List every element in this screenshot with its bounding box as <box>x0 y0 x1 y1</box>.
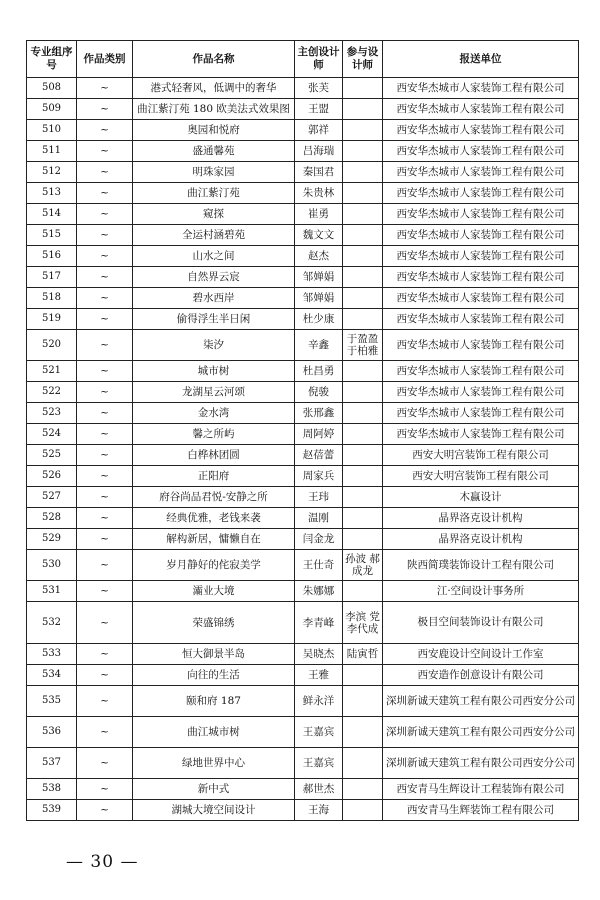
cell-lead-designer: 邹婵娟 <box>295 288 343 309</box>
cell-lead-designer: 王盟 <box>295 99 343 120</box>
cell-category: ~ <box>77 508 133 529</box>
cell-work-name: 白桦林团圆 <box>133 445 295 466</box>
cell-assisting-designer <box>343 382 383 403</box>
cell-submitting-unit: 西安华杰城市人家装饰工程有限公司 <box>383 183 579 204</box>
cell-work-name: 新中式 <box>133 779 295 800</box>
cell-serial-number: 508 <box>27 78 77 99</box>
cell-assisting-designer <box>343 686 383 717</box>
cell-serial-number: 512 <box>27 162 77 183</box>
cell-submitting-unit: 西安华杰城市人家装饰工程有限公司 <box>383 78 579 99</box>
cell-serial-number: 509 <box>27 99 77 120</box>
cell-lead-designer: 温刚 <box>295 508 343 529</box>
cell-serial-number: 515 <box>27 225 77 246</box>
cell-work-name: 城市树 <box>133 361 295 382</box>
cell-work-name: 荣盛锦绣 <box>133 602 295 644</box>
cell-category: ~ <box>77 779 133 800</box>
cell-submitting-unit: 深圳新诚天建筑工程有限公司西安分公司 <box>383 748 579 779</box>
cell-category: ~ <box>77 581 133 602</box>
cell-lead-designer: 辛鑫 <box>295 330 343 361</box>
table-row <box>27 330 579 361</box>
cell-category: ~ <box>77 717 133 748</box>
cell-assisting-designer <box>343 141 383 162</box>
cell-assisting-designer <box>343 78 383 99</box>
cell-category: ~ <box>77 529 133 550</box>
table-row <box>27 204 579 225</box>
cell-assisting-designer: 于盈盈 于柏雅 <box>343 330 383 361</box>
cell-category: ~ <box>77 162 133 183</box>
table-row <box>27 644 579 665</box>
cell-assisting-designer <box>343 309 383 330</box>
table-row <box>27 99 579 120</box>
cell-work-name: 龙湖星云河颂 <box>133 382 295 403</box>
header-work-name: 作品名称 <box>133 41 295 78</box>
cell-lead-designer: 朱贵林 <box>295 183 343 204</box>
cell-category: ~ <box>77 183 133 204</box>
cell-lead-designer: 王雅 <box>295 665 343 686</box>
table-row <box>27 800 579 821</box>
cell-submitting-unit: 西安华杰城市人家装饰工程有限公司 <box>383 424 579 445</box>
cell-lead-designer: 张邢鑫 <box>295 403 343 424</box>
cell-submitting-unit: 西安华杰城市人家装饰工程有限公司 <box>383 162 579 183</box>
cell-serial-number: 520 <box>27 330 77 361</box>
table-body <box>27 78 579 821</box>
cell-category: ~ <box>77 424 133 445</box>
cell-submitting-unit: 西安鹿设计空间设计工作室 <box>383 644 579 665</box>
table-row <box>27 779 579 800</box>
cell-assisting-designer <box>343 288 383 309</box>
cell-lead-designer: 郝世杰 <box>295 779 343 800</box>
table-row <box>27 120 579 141</box>
cell-lead-designer: 李青峰 <box>295 602 343 644</box>
cell-assisting-designer <box>343 267 383 288</box>
cell-category: ~ <box>77 748 133 779</box>
cell-submitting-unit: 西安华杰城市人家装饰工程有限公司 <box>383 330 579 361</box>
cell-work-name: 绿地世界中心 <box>133 748 295 779</box>
page-number: — 30 — <box>66 852 139 872</box>
table-row <box>27 267 579 288</box>
cell-category: ~ <box>77 403 133 424</box>
cell-serial-number: 524 <box>27 424 77 445</box>
table-header-row <box>27 41 579 78</box>
cell-serial-number: 528 <box>27 508 77 529</box>
cell-lead-designer: 周阿婷 <box>295 424 343 445</box>
table-row <box>27 748 579 779</box>
cell-work-name: 正阳府 <box>133 466 295 487</box>
cell-submitting-unit: 西安造作创意设计有限公司 <box>383 665 579 686</box>
cell-assisting-designer <box>343 99 383 120</box>
cell-submitting-unit: 西安华杰城市人家装饰工程有限公司 <box>383 309 579 330</box>
cell-lead-designer: 鲜永洋 <box>295 686 343 717</box>
cell-work-name: 奥园和悦府 <box>133 120 295 141</box>
cell-lead-designer: 魏文文 <box>295 225 343 246</box>
cell-lead-designer: 闫金龙 <box>295 529 343 550</box>
table-row <box>27 424 579 445</box>
cell-submitting-unit: 西安华杰城市人家装饰工程有限公司 <box>383 120 579 141</box>
cell-category: ~ <box>77 246 133 267</box>
cell-assisting-designer <box>343 246 383 267</box>
cell-assisting-designer <box>343 204 383 225</box>
cell-category: ~ <box>77 204 133 225</box>
table-row <box>27 581 579 602</box>
cell-serial-number: 527 <box>27 487 77 508</box>
cell-serial-number: 531 <box>27 581 77 602</box>
cell-work-name: 碧水西岸 <box>133 288 295 309</box>
cell-assisting-designer: 李滨 党李代成 <box>343 602 383 644</box>
cell-serial-number: 536 <box>27 717 77 748</box>
cell-assisting-designer <box>343 120 383 141</box>
cell-work-name: 柒汐 <box>133 330 295 361</box>
cell-serial-number: 534 <box>27 665 77 686</box>
cell-assisting-designer <box>343 529 383 550</box>
cell-submitting-unit: 深圳新诚天建筑工程有限公司西安分公司 <box>383 686 579 717</box>
cell-serial-number: 539 <box>27 800 77 821</box>
cell-assisting-designer <box>343 508 383 529</box>
cell-work-name: 曲江紫汀苑 <box>133 183 295 204</box>
table-row <box>27 717 579 748</box>
cell-submitting-unit: 西安华杰城市人家装饰工程有限公司 <box>383 403 579 424</box>
cell-category: ~ <box>77 99 133 120</box>
cell-lead-designer: 秦国君 <box>295 162 343 183</box>
cell-lead-designer: 王仕奇 <box>295 550 343 581</box>
cell-work-name: 解构新居，慵懒自在 <box>133 529 295 550</box>
cell-lead-designer: 王嘉宾 <box>295 717 343 748</box>
cell-work-name: 恒大御景半岛 <box>133 644 295 665</box>
cell-submitting-unit: 深圳新诚天建筑工程有限公司西安分公司 <box>383 717 579 748</box>
cell-submitting-unit: 西安华杰城市人家装饰工程有限公司 <box>383 225 579 246</box>
cell-category: ~ <box>77 602 133 644</box>
cell-submitting-unit: 西安华杰城市人家装饰工程有限公司 <box>383 204 579 225</box>
table-row <box>27 466 579 487</box>
cell-work-name: 自然界云宸 <box>133 267 295 288</box>
cell-category: ~ <box>77 330 133 361</box>
table-row <box>27 529 579 550</box>
cell-category: ~ <box>77 665 133 686</box>
table-row <box>27 602 579 644</box>
cell-work-name: 向往的生活 <box>133 665 295 686</box>
cell-submitting-unit: 陕西简璞装饰设计工程有限公司 <box>383 550 579 581</box>
cell-category: ~ <box>77 267 133 288</box>
cell-serial-number: 523 <box>27 403 77 424</box>
cell-serial-number: 516 <box>27 246 77 267</box>
cell-submitting-unit: 极目空间装饰设计有限公司 <box>383 602 579 644</box>
table-row <box>27 550 579 581</box>
cell-serial-number: 530 <box>27 550 77 581</box>
cell-lead-designer: 周家兵 <box>295 466 343 487</box>
cell-work-name: 山水之间 <box>133 246 295 267</box>
cell-work-name: 灞业大境 <box>133 581 295 602</box>
cell-serial-number: 517 <box>27 267 77 288</box>
cell-assisting-designer <box>343 748 383 779</box>
cell-category: ~ <box>77 120 133 141</box>
table-row <box>27 665 579 686</box>
cell-work-name: 盛通馨苑 <box>133 141 295 162</box>
cell-serial-number: 529 <box>27 529 77 550</box>
header-submitting-unit: 报送单位 <box>383 41 579 78</box>
cell-assisting-designer: 孙波 郝成龙 <box>343 550 383 581</box>
cell-lead-designer: 王玮 <box>295 487 343 508</box>
cell-submitting-unit: 西安大明宫装饰工程有限公司 <box>383 445 579 466</box>
cell-work-name: 湖城大境空间设计 <box>133 800 295 821</box>
entries-table <box>26 40 579 821</box>
cell-lead-designer: 赵杰 <box>295 246 343 267</box>
cell-work-name: 颐和府 187 <box>133 686 295 717</box>
cell-serial-number: 514 <box>27 204 77 225</box>
cell-submitting-unit: 西安华杰城市人家装饰工程有限公司 <box>383 246 579 267</box>
cell-work-name: 金水湾 <box>133 403 295 424</box>
cell-lead-designer: 邹婵娟 <box>295 267 343 288</box>
table-row <box>27 445 579 466</box>
cell-submitting-unit: 西安青马生辉装饰工程有限公司 <box>383 800 579 821</box>
cell-work-name: 偷得浮生半日闲 <box>133 309 295 330</box>
cell-lead-designer: 王海 <box>295 800 343 821</box>
cell-submitting-unit: 西安大明宫装饰工程有限公司 <box>383 466 579 487</box>
cell-serial-number: 521 <box>27 361 77 382</box>
cell-assisting-designer <box>343 403 383 424</box>
table-row <box>27 686 579 717</box>
cell-submitting-unit: 木蠃设计 <box>383 487 579 508</box>
cell-category: ~ <box>77 466 133 487</box>
table-row <box>27 382 579 403</box>
cell-lead-designer: 赵蓓蕾 <box>295 445 343 466</box>
cell-assisting-designer <box>343 183 383 204</box>
cell-serial-number: 532 <box>27 602 77 644</box>
entries-table-wrapper <box>26 40 578 821</box>
cell-lead-designer: 吴晓杰 <box>295 644 343 665</box>
cell-category: ~ <box>77 800 133 821</box>
table-row <box>27 508 579 529</box>
cell-assisting-designer <box>343 225 383 246</box>
cell-category: ~ <box>77 361 133 382</box>
cell-work-name: 馨之所屿 <box>133 424 295 445</box>
cell-assisting-designer <box>343 800 383 821</box>
cell-submitting-unit: 西安华杰城市人家装饰工程有限公司 <box>383 361 579 382</box>
cell-serial-number: 522 <box>27 382 77 403</box>
cell-serial-number: 526 <box>27 466 77 487</box>
table-row <box>27 487 579 508</box>
cell-work-name: 全运村涵碧苑 <box>133 225 295 246</box>
cell-serial-number: 538 <box>27 779 77 800</box>
cell-category: ~ <box>77 644 133 665</box>
cell-assisting-designer <box>343 665 383 686</box>
cell-work-name: 窥探 <box>133 204 295 225</box>
cell-category: ~ <box>77 382 133 403</box>
cell-submitting-unit: 西安华杰城市人家装饰工程有限公司 <box>383 141 579 162</box>
header-serial-number: 专业组序号 <box>27 41 77 78</box>
cell-assisting-designer <box>343 717 383 748</box>
cell-serial-number: 519 <box>27 309 77 330</box>
cell-assisting-designer <box>343 162 383 183</box>
cell-category: ~ <box>77 487 133 508</box>
cell-work-name: 港式轻奢风，低调中的奢华 <box>133 78 295 99</box>
cell-lead-designer: 杜少康 <box>295 309 343 330</box>
cell-serial-number: 518 <box>27 288 77 309</box>
cell-assisting-designer <box>343 361 383 382</box>
table-row <box>27 183 579 204</box>
cell-work-name: 岁月静好的侘寂美学 <box>133 550 295 581</box>
table-row <box>27 162 579 183</box>
header-assisting-designer: 参与设计师 <box>343 41 383 78</box>
cell-lead-designer: 郭祥 <box>295 120 343 141</box>
cell-work-name: 明珠家园 <box>133 162 295 183</box>
table-row <box>27 403 579 424</box>
cell-assisting-designer <box>343 466 383 487</box>
cell-assisting-designer <box>343 424 383 445</box>
header-lead-designer: 主创设计师 <box>295 41 343 78</box>
cell-work-name: 曲江城市树 <box>133 717 295 748</box>
cell-assisting-designer <box>343 445 383 466</box>
cell-assisting-designer: 陆寅哲 <box>343 644 383 665</box>
cell-category: ~ <box>77 288 133 309</box>
cell-submitting-unit: 西安华杰城市人家装饰工程有限公司 <box>383 99 579 120</box>
cell-category: ~ <box>77 686 133 717</box>
cell-serial-number: 510 <box>27 120 77 141</box>
cell-submitting-unit: 晶界洛克设计机构 <box>383 529 579 550</box>
cell-submitting-unit: 江·空间设计事务所 <box>383 581 579 602</box>
cell-serial-number: 535 <box>27 686 77 717</box>
table-row <box>27 141 579 162</box>
cell-submitting-unit: 西安青马生辉设计工程装饰有限公司 <box>383 779 579 800</box>
cell-work-name: 经典优雅，老钱来袭 <box>133 508 295 529</box>
cell-submitting-unit: 西安华杰城市人家装饰工程有限公司 <box>383 382 579 403</box>
table-row <box>27 225 579 246</box>
cell-assisting-designer <box>343 487 383 508</box>
cell-category: ~ <box>77 550 133 581</box>
cell-submitting-unit: 西安华杰城市人家装饰工程有限公司 <box>383 288 579 309</box>
cell-serial-number: 525 <box>27 445 77 466</box>
cell-serial-number: 533 <box>27 644 77 665</box>
cell-work-name: 曲江紫汀苑 180 欧美法式效果图 <box>133 99 295 120</box>
cell-lead-designer: 张芙 <box>295 78 343 99</box>
cell-lead-designer: 崔勇 <box>295 204 343 225</box>
cell-work-name: 府谷尚品君悦-安静之所 <box>133 487 295 508</box>
cell-category: ~ <box>77 309 133 330</box>
table-row <box>27 78 579 99</box>
cell-category: ~ <box>77 78 133 99</box>
table-row <box>27 288 579 309</box>
cell-lead-designer: 杜昌勇 <box>295 361 343 382</box>
cell-serial-number: 511 <box>27 141 77 162</box>
table-row <box>27 361 579 382</box>
cell-category: ~ <box>77 141 133 162</box>
cell-lead-designer: 王嘉宾 <box>295 748 343 779</box>
cell-assisting-designer <box>343 581 383 602</box>
header-category: 作品类别 <box>77 41 133 78</box>
cell-lead-designer: 倪骏 <box>295 382 343 403</box>
table-row <box>27 246 579 267</box>
cell-serial-number: 513 <box>27 183 77 204</box>
cell-submitting-unit: 晶界洛克设计机构 <box>383 508 579 529</box>
cell-lead-designer: 吕海瑞 <box>295 141 343 162</box>
cell-category: ~ <box>77 445 133 466</box>
cell-category: ~ <box>77 225 133 246</box>
cell-submitting-unit: 西安华杰城市人家装饰工程有限公司 <box>383 267 579 288</box>
cell-lead-designer: 朱娜娜 <box>295 581 343 602</box>
table-row <box>27 309 579 330</box>
cell-serial-number: 537 <box>27 748 77 779</box>
cell-assisting-designer <box>343 779 383 800</box>
